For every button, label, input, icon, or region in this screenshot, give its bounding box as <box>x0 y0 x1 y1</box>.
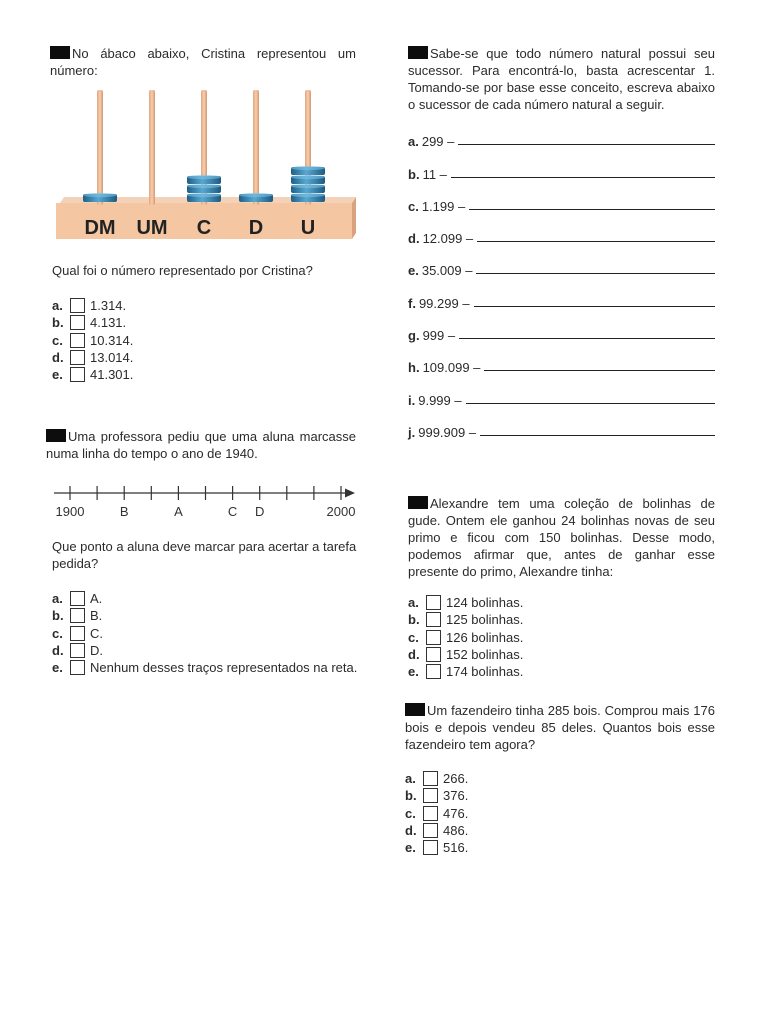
option-text: 10.314. <box>90 332 134 348</box>
answer-options <box>405 770 715 856</box>
answer-checkbox[interactable] <box>70 626 85 641</box>
answer-option[interactable] <box>408 611 715 628</box>
option-letter: b. <box>408 612 420 628</box>
answer-checkbox[interactable] <box>426 612 441 627</box>
abacus-label: U <box>300 217 316 239</box>
abacus-label: DM <box>84 217 116 239</box>
question-stem: Um fazendeiro tinha 285 bois. Comprou mais 176 bois e depois vendeu 85 deles. Quantos bois esse fazendeiro tem agora? <box>405 703 715 752</box>
item-letter: g. <box>408 328 420 344</box>
answer-line[interactable] <box>484 370 715 371</box>
answer-checkbox[interactable] <box>423 806 438 821</box>
answer-line[interactable] <box>458 144 715 145</box>
fill-in-item <box>408 149 715 181</box>
item-letter: j. <box>408 424 416 440</box>
abacus-figure <box>52 88 357 243</box>
option-letter: a. <box>52 591 63 606</box>
item-letter: a. <box>408 134 419 150</box>
item-letter: f. <box>408 295 416 311</box>
option-text: B. <box>90 608 103 624</box>
answer-checkbox[interactable] <box>70 591 85 606</box>
item-number: 999 – <box>422 328 456 344</box>
option-text: 152 bolinhas. <box>446 646 524 662</box>
option-letter: a. <box>408 595 419 610</box>
abacus-bead <box>291 184 325 193</box>
answer-option[interactable] <box>408 663 715 680</box>
option-text: D. <box>90 642 103 658</box>
answer-option[interactable] <box>405 805 715 822</box>
option-letter: a. <box>52 298 63 313</box>
abacus-label: C <box>196 217 212 239</box>
answer-line[interactable] <box>480 435 715 436</box>
item-number: 999.909 – <box>418 424 477 440</box>
answer-option[interactable] <box>52 297 358 314</box>
fill-in-item <box>408 246 715 278</box>
fill-in-item <box>408 375 715 407</box>
answer-checkbox[interactable] <box>70 367 85 382</box>
fill-in-item <box>408 278 715 310</box>
option-text: 4.131. <box>90 315 127 331</box>
answer-options <box>52 297 358 383</box>
option-letter: e. <box>408 664 419 680</box>
option-text: 516. <box>443 840 469 856</box>
answer-checkbox[interactable] <box>423 788 438 803</box>
option-text: 376. <box>443 788 469 804</box>
answer-checkbox[interactable] <box>70 660 85 675</box>
option-text: 126 bolinhas. <box>446 629 524 645</box>
timeline-point-label: D <box>255 504 265 519</box>
question-stem: Uma professora pediu que uma aluna marcasse numa linha do tempo o ano de 1940. <box>46 429 356 461</box>
answer-checkbox[interactable] <box>70 608 85 623</box>
item-letter: b. <box>408 166 420 182</box>
option-letter: c. <box>408 629 419 645</box>
question-marbles <box>408 495 715 680</box>
answer-options <box>52 590 358 676</box>
abacus-rod <box>149 90 155 205</box>
abacus-label: D <box>248 217 264 239</box>
timeline-start-label: 1900 <box>55 504 85 519</box>
answer-checkbox[interactable] <box>426 595 441 610</box>
answer-checkbox[interactable] <box>426 630 441 645</box>
item-letter: i. <box>408 392 416 408</box>
item-number: 9.999 – <box>418 392 462 408</box>
abacus-bead <box>291 175 325 184</box>
answer-checkbox[interactable] <box>426 664 441 679</box>
answer-option[interactable] <box>408 594 715 611</box>
option-letter: e. <box>52 367 63 383</box>
question-timeline <box>46 428 356 462</box>
question-abacus <box>50 45 356 79</box>
item-letter: h. <box>408 360 420 376</box>
fill-in-list <box>408 117 715 440</box>
answer-option[interactable] <box>405 770 715 787</box>
question-stem: Sabe-se que todo número natural possui seu sucessor. Para encontrá-lo, basta acrescentar 1. Tomando-se por base esse conceito, escreva abaixo o sucessor de cada número natural a seguir. <box>408 46 715 112</box>
abacus-bead <box>187 184 221 193</box>
timeline-point-label: C <box>227 504 238 519</box>
answer-line[interactable] <box>476 273 715 274</box>
option-text: 174 bolinhas. <box>446 664 524 680</box>
option-letter: d. <box>408 646 420 662</box>
answer-line[interactable] <box>469 209 715 210</box>
question-number-redacted <box>405 703 425 716</box>
abacus-bead <box>239 193 273 202</box>
option-letter: c. <box>405 805 416 821</box>
option-text: C. <box>90 625 103 641</box>
option-letter: c. <box>52 625 63 641</box>
answer-option[interactable] <box>405 787 715 804</box>
abacus-bead <box>291 193 325 202</box>
question-stem: No ábaco abaixo, Cristina representou um número: <box>50 46 356 78</box>
question-number-redacted <box>46 429 66 442</box>
answer-line[interactable] <box>459 338 715 339</box>
timeline-figure <box>45 480 365 522</box>
option-text: A. <box>90 591 103 606</box>
option-letter: b. <box>52 608 64 624</box>
item-number: 11 – <box>422 166 447 182</box>
answer-option[interactable] <box>405 822 715 839</box>
option-text: Nenhum desses traços representados na reta. <box>90 660 358 676</box>
answer-options <box>408 594 715 680</box>
answer-option[interactable] <box>52 607 358 624</box>
fill-in-item <box>408 117 715 149</box>
answer-option[interactable] <box>52 642 358 659</box>
abacus-rod <box>97 90 103 205</box>
question-text: Qual foi o número representado por Cristina? <box>52 263 313 278</box>
timeline-labels <box>56 504 356 519</box>
question-timeline-prompt <box>52 538 358 676</box>
abacus-label: UM <box>136 217 168 239</box>
answer-option[interactable] <box>408 629 715 646</box>
answer-checkbox[interactable] <box>423 771 438 786</box>
option-letter: b. <box>405 788 417 804</box>
question-oxen <box>405 702 715 856</box>
item-number: 109.099 – <box>422 360 481 376</box>
abacus-bead <box>83 193 117 202</box>
abacus-bead <box>187 175 221 184</box>
option-text: 125 bolinhas. <box>446 612 524 628</box>
question-number-redacted <box>408 46 428 59</box>
option-letter: a. <box>405 771 416 786</box>
answer-checkbox[interactable] <box>70 333 85 348</box>
answer-line[interactable] <box>451 177 715 178</box>
item-number: 1.199 – <box>421 198 466 214</box>
answer-checkbox[interactable] <box>70 643 85 658</box>
answer-option[interactable] <box>52 349 358 366</box>
question-text: Que ponto a aluna deve marcar para acertar a tarefa pedida? <box>52 539 357 571</box>
option-text: 41.301. <box>90 367 134 383</box>
abacus-bead <box>187 193 221 202</box>
option-letter: e. <box>405 840 416 856</box>
option-text: 476. <box>443 805 469 821</box>
option-text: 1.314. <box>90 298 127 313</box>
answer-checkbox[interactable] <box>423 840 438 855</box>
answer-option[interactable] <box>408 646 715 663</box>
answer-line[interactable] <box>466 403 715 404</box>
option-text: 13.014. <box>90 349 134 365</box>
option-letter: d. <box>52 349 64 365</box>
answer-option[interactable] <box>52 314 358 331</box>
question-number-redacted <box>50 46 70 59</box>
abacus-bead <box>291 166 325 175</box>
option-letter: b. <box>52 315 64 331</box>
answer-option[interactable] <box>52 625 358 642</box>
answer-checkbox[interactable] <box>70 315 85 330</box>
answer-option[interactable] <box>52 332 358 349</box>
item-letter: c. <box>408 198 419 214</box>
timeline-end-label: 2000 <box>326 504 356 519</box>
answer-checkbox[interactable] <box>423 823 438 838</box>
fill-in-item <box>408 311 715 343</box>
answer-option[interactable] <box>52 590 358 607</box>
item-letter: d. <box>408 231 420 247</box>
timeline-point-label: A <box>174 504 183 519</box>
answer-option[interactable] <box>52 366 358 383</box>
option-text: 266. <box>443 771 469 786</box>
answer-option[interactable] <box>405 839 715 856</box>
fill-in-item <box>408 343 715 375</box>
abacus-rods <box>83 90 325 205</box>
answer-checkbox[interactable] <box>70 350 85 365</box>
abacus-rod <box>253 90 259 205</box>
fill-in-item <box>408 182 715 214</box>
question-number-redacted <box>408 496 428 509</box>
option-letter: e. <box>52 660 63 676</box>
question-abacus-prompt <box>52 262 358 383</box>
item-number: 299 – <box>421 134 455 150</box>
item-letter: e. <box>408 263 419 279</box>
answer-checkbox[interactable] <box>426 647 441 662</box>
fill-in-item <box>408 214 715 246</box>
answer-checkbox[interactable] <box>70 298 85 313</box>
timeline-point-label: B <box>119 504 129 519</box>
question-successor <box>408 45 715 440</box>
item-number: 12.099 – <box>422 231 474 247</box>
item-number: 99.299 – <box>418 295 470 311</box>
answer-line[interactable] <box>477 241 715 242</box>
question-stem: Alexandre tem uma coleção de bolinhas de gude. Ontem ele ganhou 24 bolinhas novas de seu primo e ficou com 150 bolinhas. Desse modo, podemos afirmar que, antes de ganhar esse presente do primo, Alexandre tinha: <box>408 496 715 579</box>
item-number: 35.009 – <box>421 263 473 279</box>
option-letter: c. <box>52 332 63 348</box>
option-text: 124 bolinhas. <box>446 595 524 610</box>
option-letter: d. <box>52 642 64 658</box>
option-text: 486. <box>443 822 469 838</box>
answer-line[interactable] <box>474 306 715 307</box>
fill-in-item <box>408 408 715 440</box>
answer-option[interactable] <box>52 659 358 676</box>
option-letter: d. <box>405 822 417 838</box>
